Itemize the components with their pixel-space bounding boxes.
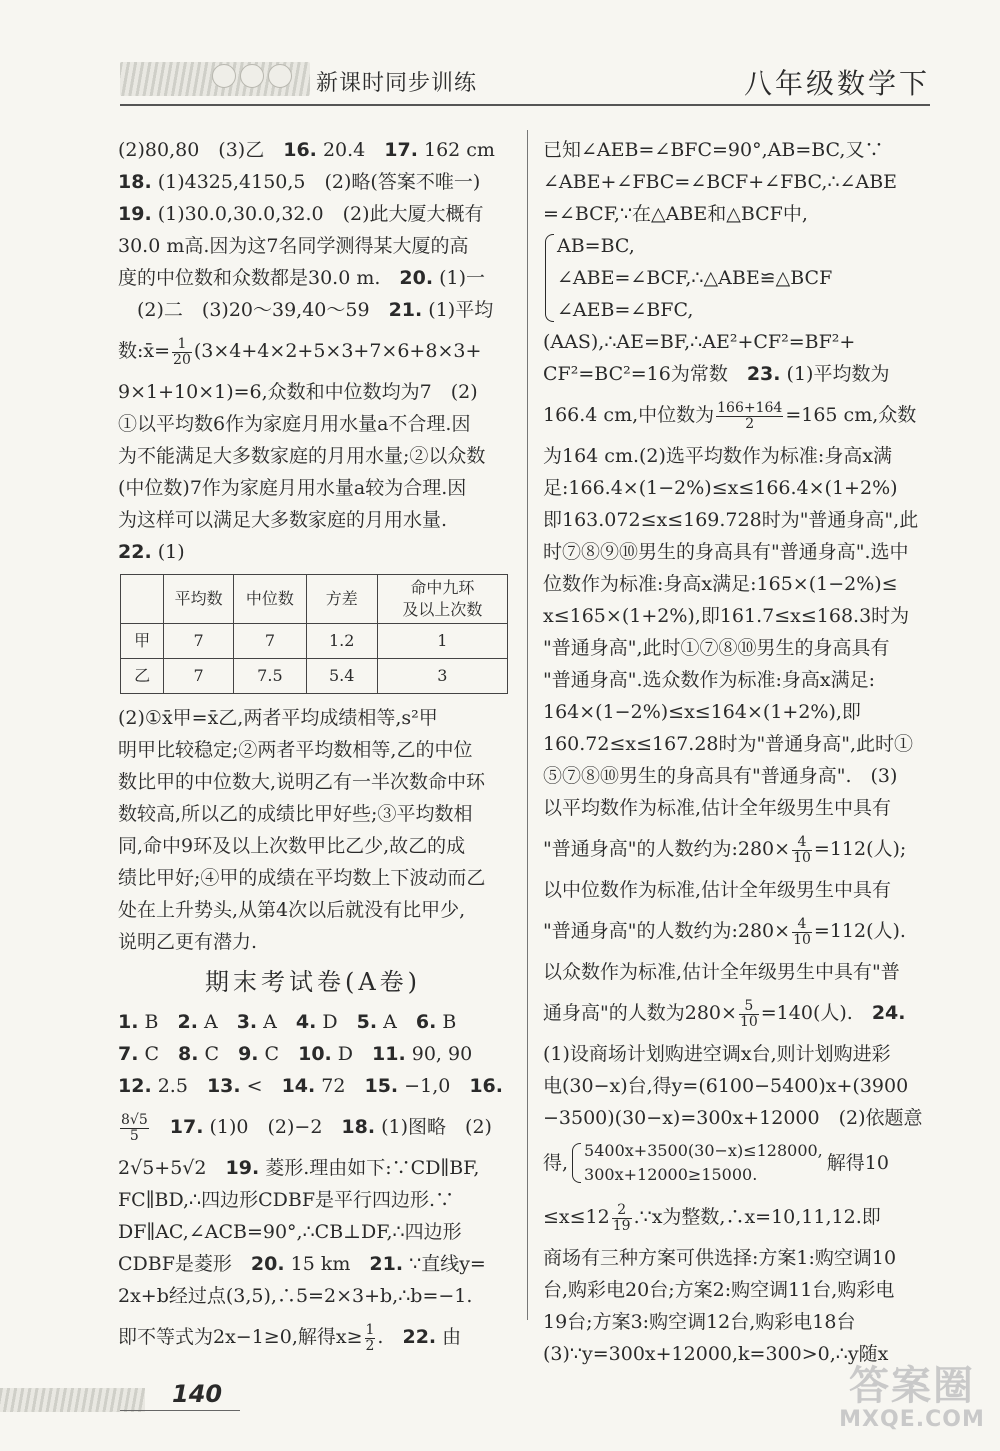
table-header-cell xyxy=(121,575,164,624)
fraction xyxy=(739,999,759,1030)
analysis-line: 即163.072≤x≤169.728时为"普通身高",此 xyxy=(543,509,919,531)
table-header-row xyxy=(121,575,508,624)
fraction-denominator: 19 xyxy=(612,1217,631,1234)
table-cell: 7 xyxy=(164,624,234,659)
watermark-url: MXQE.COM xyxy=(839,1407,985,1432)
estimate-line-1: "普通身高"的人数约为:280× $\frac{4}{10}$ =112(人); xyxy=(543,833,907,866)
left-answer-lines-2 xyxy=(118,376,508,568)
table-cell: 1.2 xyxy=(306,624,377,659)
fraction-numerator: 8√5 xyxy=(121,1111,148,1128)
fraction-denominator: 20 xyxy=(173,351,191,368)
fraction-numerator: 4 xyxy=(792,835,812,851)
range-line: ≤x≤12 $\frac{2}{19}$ .∵x为整数,∴x=10,11,12.即 xyxy=(543,1201,881,1234)
answer-line: (2)二 (3)20～39,40～59 21. (1)平均 xyxy=(118,299,494,321)
fraction-denominator: 10 xyxy=(739,1013,758,1030)
proof-line: 已知∠AEB=∠BFC=90°,AB=BC,又∵ xyxy=(543,139,884,161)
exam-line: DF∥AC,∠ACB=90°,∴CB⊥DF,∴四边形 xyxy=(118,1221,462,1243)
right-column xyxy=(543,134,933,1370)
fraction-numerator: 4 xyxy=(792,917,812,933)
mean-fraction xyxy=(172,337,192,368)
answer-line: ①以平均数6作为家庭月用水量a不合理.因 xyxy=(118,413,471,435)
answer-line: 9×1+10×1)=6,众数和中位数均为7 (2) xyxy=(118,381,478,403)
q16-line xyxy=(118,1102,508,1152)
answer-line: 说明乙更有潜力. xyxy=(118,931,258,953)
analysis-line: "普通身高".选众数作为标准:身高x满足: xyxy=(543,669,876,691)
analysis-line: 160.72≤x≤167.28时为"普通身高",此时① xyxy=(543,733,914,755)
median-suffix: =165 cm,众数 xyxy=(785,404,917,426)
purchase-plan-lines xyxy=(543,1038,933,1134)
series-title: 新课时同步训练 xyxy=(316,71,478,96)
table-cell: 1 xyxy=(377,624,507,659)
median-standard-line: 以中位数作为标准,估计全年级男生中具有 xyxy=(543,879,892,901)
table-header-cell: 命中九环 及以上次数 xyxy=(377,575,507,624)
congruence-system xyxy=(543,230,933,326)
plan-line: (3)∵y=300x+12000,k=300>0,∴y随x xyxy=(543,1343,889,1365)
proof-conclusion-lines xyxy=(543,326,933,390)
plan-options-lines xyxy=(543,1242,933,1370)
watermark xyxy=(832,1364,992,1432)
watermark-logo-text: 答案圈 xyxy=(849,1363,975,1409)
exam-line: 12. 2.5 13. < 14. 72 15. −1,0 16. xyxy=(118,1075,503,1097)
table-cell: 5.4 xyxy=(306,659,377,694)
system-suffix: 解得10 xyxy=(826,1152,889,1174)
column-divider xyxy=(527,130,528,1320)
fraction xyxy=(792,835,812,866)
answer-line: 18. (1)4325,4150,5 (2)略(答案不唯一) xyxy=(118,171,481,193)
table-row xyxy=(121,659,508,694)
answer-line: 同,命中9环及以上次数甲比乙少,故乙的成 xyxy=(118,835,466,857)
system-line: ∠ABE=∠BCF,∴△ABE≌△BCF xyxy=(557,267,833,289)
answer-line: 数较高,所以乙的成绩比甲好些;③平均数相 xyxy=(118,803,473,825)
plan-line: 19台;方案3:购空调12台,购彩电18台 xyxy=(543,1311,856,1333)
inequality-system-line xyxy=(543,1134,933,1192)
fraction xyxy=(792,917,812,948)
left-answer-lines-3 xyxy=(118,702,508,958)
analysis-line: ⑤⑦⑧⑩男生的身高具有"普通身高". (3) xyxy=(543,765,898,787)
proof-lines xyxy=(543,134,933,230)
analysis-line: 时⑦⑧⑨⑩男生的身高具有"普通身高".选中 xyxy=(543,541,909,563)
fraction-numerator: 2 xyxy=(612,1203,632,1219)
analysis-line: x≤165×(1+2%),即161.7≤x≤168.3时为 xyxy=(543,605,910,627)
exam-line: 2√5+5√2 19. 菱形.理由如下:∵CD∥BF, xyxy=(118,1157,480,1179)
table-cell: 3 xyxy=(377,659,507,694)
system-prefix: 得, xyxy=(543,1152,569,1174)
header-circle-ornaments xyxy=(212,64,292,88)
system-line: 5400x+3500(30−x)≤128000, xyxy=(584,1141,823,1160)
median-prefix: 166.4 cm,中位数为 xyxy=(543,404,715,426)
analysis-line: 164×(1−2%)≤x≤164×(1+2%),即 xyxy=(543,701,861,723)
answer-line: (2)①x̄甲=x̄乙,两者平均成绩相等,s²甲 xyxy=(118,707,438,729)
proof-line: ∠ABE+∠FBC=∠BCF+∠FBC,∴∠ABE xyxy=(543,171,898,193)
header-rule xyxy=(120,104,930,106)
answer-line: (2)80,80 (3)乙 16. 20.4 17. 162 cm xyxy=(118,139,495,161)
plan-line: 电(30−x)台,得y=(6100−5400)x+(3900 xyxy=(543,1075,909,1097)
analysis-line: 足:166.4×(1−2%)≤x≤166.4×(1+2%) xyxy=(543,477,898,499)
exam-line: 7. C 8. C 9. C 10. D 11. 90, 90 xyxy=(118,1043,473,1065)
median-fraction xyxy=(716,401,783,432)
plan-line: −3500)(30−x)=300x+12000 (2)依题意 xyxy=(543,1107,923,1129)
inequality-system xyxy=(570,1139,823,1187)
inequality-line xyxy=(118,1312,508,1362)
answer-line: 数比甲的中位数大,说明乙有一半次数命中环 xyxy=(118,771,486,793)
proof-line: =∠BCF,∵在△ABE和△BCF中, xyxy=(543,203,808,225)
exam-line: CDBF是菱形 20. 15 km 21. ∵直线y= xyxy=(118,1253,486,1275)
estimate-line-3: 通身高"的人数为280× $\frac{5}{10}$ =140(人). 24. xyxy=(543,997,906,1030)
plan-line: 台,购彩电20台;方案2:购空调11台,购彩电 xyxy=(543,1279,895,1301)
q16-fraction xyxy=(120,1113,149,1144)
fraction-denominator: 2 xyxy=(745,415,755,432)
table-cell: 7 xyxy=(234,624,307,659)
fraction-numerator: 1 xyxy=(365,1321,375,1338)
fraction-numerator: 166+164 xyxy=(717,399,783,416)
exam-line: FC∥BD,∴四边形CDBF是平行四边形.∵ xyxy=(118,1189,455,1211)
mean-suffix: (3×4+4×2+5×3+7×6+8×3+ xyxy=(193,340,482,362)
grade-subject: 八年级数学下 xyxy=(743,67,930,100)
score-table xyxy=(120,574,508,694)
mean-formula-line xyxy=(118,326,508,376)
plan-line: 商场有三种方案可供选择:方案1:购空调10 xyxy=(543,1247,897,1269)
answer-line: (中位数)7作为家庭月用水量a较为合理.因 xyxy=(118,477,467,499)
exam-line: 2x+b经过点(3,5),∴5=2×3+b,∴b=−1. xyxy=(118,1285,473,1307)
fraction xyxy=(612,1203,632,1234)
exam-answer-lines xyxy=(118,1006,508,1102)
fraction-numerator: 1 xyxy=(172,337,192,353)
system-line: AB=BC, xyxy=(557,235,635,257)
page-header xyxy=(120,58,930,102)
table-cell: 甲 xyxy=(121,624,164,659)
answer-line: 处在上升势头,从第4次以后就没有比甲少, xyxy=(118,899,466,921)
left-column xyxy=(118,134,508,1362)
fraction-numerator: 5 xyxy=(739,999,759,1015)
half-fraction xyxy=(365,1323,376,1354)
answer-line: 19. (1)30.0,30.0,32.0 (2)此大厦大概有 xyxy=(118,203,484,225)
fraction-denominator: 10 xyxy=(793,849,811,866)
footer-rule xyxy=(120,1410,240,1411)
median-line xyxy=(543,390,933,440)
inequality-suffix: . 22. 由 xyxy=(377,1326,462,1348)
section-title: 期末考试卷(A卷) xyxy=(204,968,422,996)
inequality-prefix: 即不等式为2x−1≥0,解得x≥ xyxy=(118,1326,363,1348)
table-cell: 乙 xyxy=(121,659,164,694)
mean-prefix: 数:x̄= xyxy=(118,340,171,362)
table-row xyxy=(121,624,508,659)
exam-answer-lines-2 xyxy=(118,1152,508,1312)
proof-line: (AAS),∴AE=BF,∴AE²+CF²=BF²+ xyxy=(543,331,856,353)
table-cell: 7.5 xyxy=(234,659,307,694)
analysis-line: 为164 cm.(2)选平均数作为标准:身高x满 xyxy=(543,445,893,467)
table-header-cell: 平均数 xyxy=(164,575,234,624)
q16-rest: 17. (1)0 (2)−2 18. (1)图略 (2) xyxy=(169,1116,492,1138)
height-analysis-lines xyxy=(543,440,933,824)
answer-line: 度的中位数和众数都是30.0 m. 20. (1)一 xyxy=(118,267,486,289)
page-number: 140 xyxy=(172,1380,223,1408)
left-answer-lines xyxy=(118,134,508,326)
table-cell: 7 xyxy=(164,659,234,694)
estimate-line-2: "普通身高"的人数约为:280× $\frac{4}{10}$ =112(人). xyxy=(543,915,906,948)
table-header-cell: 中位数 xyxy=(234,575,307,624)
fraction-denominator: 10 xyxy=(793,931,811,948)
table-header-cell: 方差 xyxy=(306,575,377,624)
answer-line: 明甲比较稳定;②两者平均数相等,乙的中位 xyxy=(118,739,473,761)
answer-line: 30.0 m高.因为这7名同学测得某大厦的高 xyxy=(118,235,469,257)
analysis-line: 以平均数作为标准,估计全年级男生中具有 xyxy=(543,797,892,819)
exam-line: 1. B 2. A 3. A 4. D 5. A 6. B xyxy=(118,1011,457,1033)
system-line: 300x+12000≥15000. xyxy=(584,1165,758,1184)
answer-line: 为这样可以满足大多数家庭的月用水量. xyxy=(118,509,448,531)
answer-line: 为不能满足大多数家庭的月用水量;②以众数 xyxy=(118,445,486,467)
analysis-line: "普通身高",此时①⑦⑧⑩男生的身高具有 xyxy=(543,637,890,659)
answer-line: 绩比甲好;④甲的成绩在平均数上下波动而乙 xyxy=(118,867,486,889)
footer-decoration xyxy=(0,1388,145,1412)
plan-line: (1)设商场计划购进空调x台,则计划购进彩 xyxy=(543,1043,891,1065)
analysis-line: 位数作为标准:身高x满足:165×(1−2%)≤ xyxy=(543,573,898,595)
fraction-denominator: 2 xyxy=(365,1337,375,1354)
proof-line: CF²=BC²=16为常数 23. (1)平均数为 xyxy=(543,363,890,385)
answer-line: 22. (1) xyxy=(118,541,185,563)
mode-standard-line: 以众数作为标准,估计全年级男生中具有"普 xyxy=(543,961,900,983)
fraction-denominator: 5 xyxy=(129,1127,139,1144)
system-line: ∠AEB=∠BFC, xyxy=(557,299,694,321)
